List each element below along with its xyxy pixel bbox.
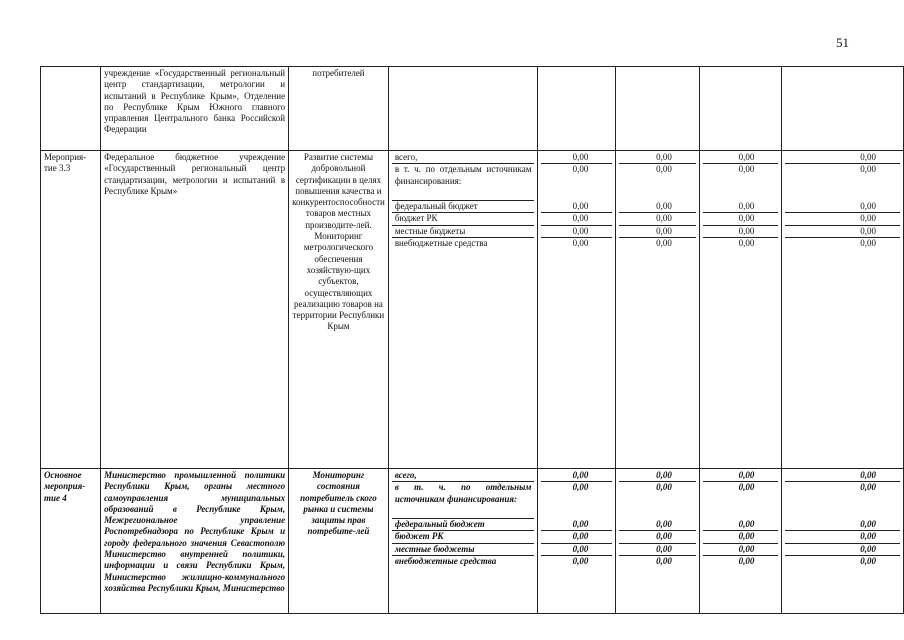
- value-regional: 0,00: [541, 531, 612, 543]
- fin-source-cell: [388, 151, 538, 469]
- table-row-main-activity-4: [41, 469, 904, 614]
- value-federal: 0,00: [541, 201, 612, 213]
- value-total: 0,00: [541, 152, 612, 164]
- value-subheader: 0,00: [738, 164, 755, 175]
- value-local: 0,00: [541, 544, 612, 556]
- value-total: 0,00: [703, 152, 779, 164]
- value-federal: 0,00: [785, 519, 900, 531]
- value-total: 0,00: [541, 470, 612, 482]
- value-local: 0,00: [541, 226, 612, 238]
- fin-source-regional: бюджет РК: [392, 531, 535, 543]
- fin-source-subheader: в т. ч. по отдельным источникам финансирования:: [392, 164, 535, 201]
- page-number: 51: [836, 35, 849, 50]
- value-extrabudget: 0,00: [860, 238, 876, 249]
- value-column-3: [699, 469, 782, 614]
- value-extrabudget: 0,00: [738, 556, 755, 567]
- value-column-1: [538, 151, 616, 469]
- value-subheader: 0,00: [656, 482, 672, 493]
- value-column-1: [538, 469, 616, 614]
- value-total: 0,00: [619, 470, 695, 482]
- value-local: 0,00: [785, 544, 900, 556]
- value-extrabudget: 0,00: [860, 556, 876, 567]
- value-column-4: [782, 151, 904, 469]
- budget-table: [40, 66, 904, 614]
- value-local: 0,00: [703, 226, 779, 238]
- value-extrabudget: 0,00: [656, 238, 672, 249]
- value-federal: 0,00: [703, 201, 779, 213]
- row-label: [41, 67, 101, 151]
- value-total: 0,00: [785, 470, 900, 482]
- value-federal: 0,00: [619, 201, 695, 213]
- value-column-4: [782, 469, 904, 614]
- fin-source-cell: [388, 469, 538, 614]
- value-local: 0,00: [703, 544, 779, 556]
- fin-source-regional: бюджет РК: [392, 213, 535, 225]
- value-column-2: [616, 469, 699, 614]
- value-total: 0,00: [703, 470, 779, 482]
- value-regional: 0,00: [703, 213, 779, 225]
- fin-source-total: всего,: [392, 470, 535, 482]
- value-subheader: 0,00: [572, 482, 589, 493]
- table-row-activity-3-3: [41, 151, 904, 469]
- fin-source-cell: [388, 67, 538, 151]
- value-extrabudget: 0,00: [572, 556, 589, 567]
- value-regional: 0,00: [703, 531, 779, 543]
- fin-source-local: местные бюджеты: [392, 226, 535, 238]
- goal-cell: потребителей: [289, 67, 389, 151]
- value-regional: 0,00: [785, 213, 900, 225]
- value-subheader: 0,00: [860, 482, 876, 493]
- value-extrabudget: 0,00: [572, 238, 589, 249]
- value-subheader: 0,00: [656, 164, 672, 175]
- value-total: 0,00: [785, 152, 900, 164]
- value-local: 0,00: [619, 226, 695, 238]
- goal-cell: Развитие системы добровольной сертификации в целях повышения качества и конкурентоспособности товаров местных производите-лей. Мониторинг метрологического обеспечения хозяйствую-щих субъектов, осуществляющих реализацию товаров на территории Республики Крым: [289, 151, 389, 469]
- value-subheader: 0,00: [860, 164, 876, 175]
- executor-cell: Министерство промышленной политики Республики Крым, органы местного самоуправления муниципальных образований в Республике Крым, Межрегиональное управление Роспотребнадзора по Республике Крым и городу федерального значения Севастополю Министерство внутренней политики, информации и связи Республики Крым, Министерство жилищно-коммунального хозяйства Республики Крым, Министерство: [101, 469, 289, 614]
- value-federal: 0,00: [703, 519, 779, 531]
- row-label: Мероприя-тие 3.3: [41, 151, 101, 469]
- fin-source-extrabudget: внебюджетные средства: [394, 556, 497, 567]
- goal-cell: Мониторинг состояния потребитель ского рынка и системы защиты прав потребите-лей: [289, 469, 389, 614]
- value-federal: 0,00: [785, 201, 900, 213]
- value-extrabudget: 0,00: [738, 238, 755, 249]
- executor-cell: учреждение «Государственный региональный центр стандартизации, метрологии и испытаний в Республике Крым», Отделение по Республике Крым Южного главного управления Центрального банка Российской Федерации: [101, 67, 289, 151]
- value-cell: [616, 67, 699, 151]
- value-subheader: 0,00: [572, 164, 589, 175]
- fin-source-local: местные бюджеты: [392, 544, 535, 556]
- fin-source-extrabudget: внебюджетные средства: [394, 238, 488, 249]
- value-column-3: [699, 151, 782, 469]
- value-cell: [538, 67, 616, 151]
- value-regional: 0,00: [541, 213, 612, 225]
- value-regional: 0,00: [785, 531, 900, 543]
- table-row-continuation: [41, 67, 904, 151]
- value-total: 0,00: [619, 152, 695, 164]
- fin-source-subheader: в т. ч. по отдельным источникам финансирования:: [392, 482, 535, 519]
- value-federal: 0,00: [619, 519, 695, 531]
- fin-source-federal: федеральный бюджет: [392, 519, 535, 531]
- value-regional: 0,00: [619, 213, 695, 225]
- value-cell: [699, 67, 782, 151]
- fin-source-federal: федеральный бюджет: [392, 201, 535, 213]
- value-regional: 0,00: [619, 531, 695, 543]
- value-federal: 0,00: [541, 519, 612, 531]
- value-cell: [782, 67, 904, 151]
- value-subheader: 0,00: [738, 482, 755, 493]
- row-label: Основное мероприя-тие 4: [41, 469, 101, 614]
- fin-source-total: всего,: [392, 152, 535, 164]
- value-local: 0,00: [785, 226, 900, 238]
- executor-cell: Федеральное бюджетное учреждение «Государственный региональный центр стандартизации, метрологии и испытаний в Республике Крым»: [101, 151, 289, 469]
- value-column-2: [616, 151, 699, 469]
- value-extrabudget: 0,00: [656, 556, 672, 567]
- value-local: 0,00: [619, 544, 695, 556]
